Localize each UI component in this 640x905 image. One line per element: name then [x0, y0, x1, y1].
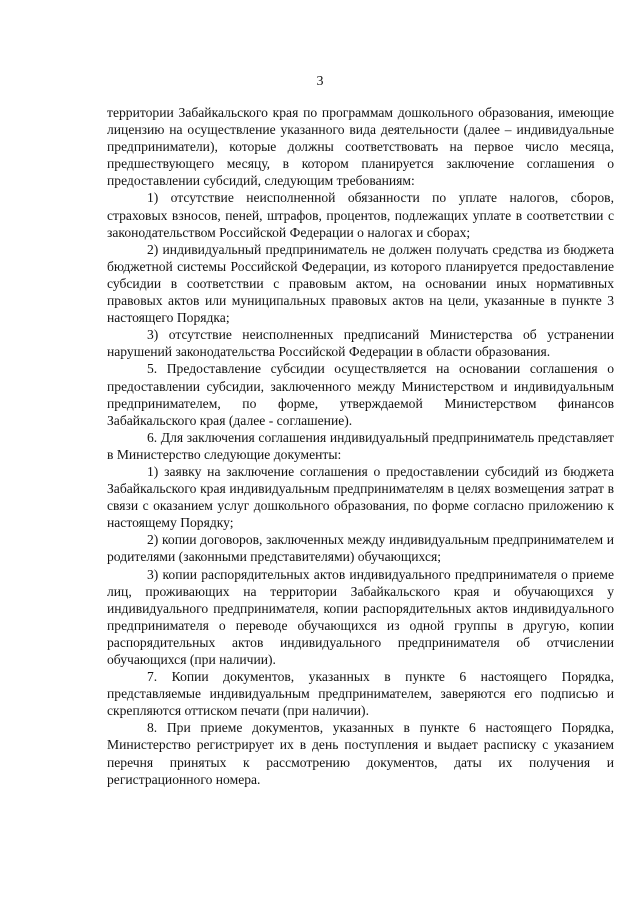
paragraph: 2) копии договоров, заключенных между индивидуальным предпринимателем и родителями (законными представителями) обучающихся; — [107, 532, 614, 565]
paragraph: 5. Предоставление субсидии осуществляется на основании соглашения о предоставлении субсидии, заключенного между Министерством и индивидуальным предпринимателем, по форме, утверждаемой Министерством финансов Забайкальского края (далее - соглашение). — [107, 361, 614, 428]
paragraph: 8. При приеме документов, указанных в пункте 6 настоящего Порядка, Министерство регистрирует их в день поступления и выдает расписку с указанием перечня принятых к рассмотрению документов, даты их получения и регистрационного номера. — [107, 720, 614, 787]
document-body — [107, 104, 614, 788]
paragraph: 7. Копии документов, указанных в пункте 6 настоящего Порядка, представляемые индивидуальным предпринимателем, заверяются его подписью и скрепляются оттиском печати (при наличии). — [107, 669, 614, 719]
paragraph: 1) отсутствие неисполненной обязанности по уплате налогов, сборов, страховых взносов, пеней, штрафов, процентов, подлежащих уплате в соответствии с законодательством Российской Федерации о налогах и сборах; — [107, 190, 614, 240]
paragraph: 1) заявку на заключение соглашения о предоставлении субсидий из бюджета Забайкальского края индивидуальным предпринимателям в целях возмещения затрат в связи с оказанием услуг дошкольного образования, по форме согласно приложению к настоящему Порядку; — [107, 463, 614, 531]
page-number: 3 — [316, 74, 324, 89]
paragraph: 2) индивидуальный предприниматель не должен получать средства из бюджета бюджетной системы Российской Федерации, из которого планируется предоставление субсидии в соответствии с правовым актом, на основании иных нормативных правовых актов или муниципальных правовых актов на цели, указанные в пункте 3 настоящего Порядка; — [107, 241, 614, 326]
paragraph: 3) копии распорядительных актов индивидуального предпринимателя о приеме лиц, проживающих на территории Забайкальского края и обучающихся у индивидуального предпринимателя, копии распорядительных актов индивидуального предпринимателя о переводе обучающихся из одной группы в другую, копии распорядительных актов индивидуального предпринимателя об отчислении обучающихся (при наличии). — [107, 566, 614, 667]
paragraph: 3) отсутствие неисполненных предписаний Министерства об устранении нарушений законодательства Российской Федерации в области образования. — [107, 327, 614, 360]
paragraph: территории Забайкальского края по программам дошкольного образования, имеющие лицензию на осуществление указанного вида деятельности (далее – индивидуальные предприниматели), которые должны соответствовать на первое число месяца, предшествующего месяцу, в котором планируется заключение соглашения о предоставлении субсидий, следующим требованиям: — [107, 105, 614, 189]
paragraph: 6. Для заключения соглашения индивидуальный предприниматель представляет в Министерство следующие документы: — [107, 429, 614, 462]
